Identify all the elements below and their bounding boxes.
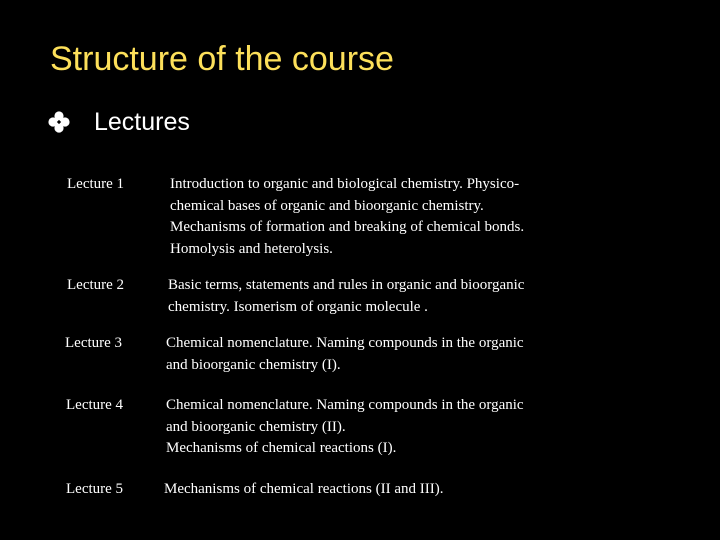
- lecture-label: Lecture 1: [67, 176, 125, 192]
- lecture-description: Chemical nomenclature. Naming compounds in the organic and bioorganic chemistry (II). Mechanisms of chemical reactions (I).: [166, 397, 524, 456]
- lecture-label: Lecture 4: [66, 397, 124, 413]
- lecture-row-5: [66, 479, 666, 501]
- lecture-row-2: [67, 275, 667, 319]
- lecture-row-3: [65, 333, 665, 377]
- lecture-description: Chemical nomenclature. Naming compounds in the organic and bioorganic chemistry (I).: [166, 335, 524, 373]
- diamond-clover-bullet-icon: [48, 111, 70, 133]
- lecture-row-1: [67, 174, 667, 262]
- lecture-description: Basic terms, statements and rules in organic and bioorganic chemistry. Isomerism of organic molecule .: [168, 277, 525, 315]
- lecture-label: Lecture 2: [67, 277, 125, 293]
- lecture-row-4: [66, 395, 666, 461]
- section-label: Lectures: [94, 107, 190, 136]
- section-heading: [48, 106, 190, 138]
- lecture-description: Mechanisms of chemical reactions (II and III).: [164, 481, 444, 497]
- lecture-description: Introduction to organic and biological chemistry. Physico- chemical bases of organic and bioorganic chemistry. Mechanisms of formation and breaking of chemical bonds. Homolysis and heterolysis.: [170, 176, 525, 257]
- lecture-label: Lecture 5: [66, 481, 124, 497]
- slide-title: Structure of the course: [50, 40, 394, 78]
- lecture-label: Lecture 3: [65, 335, 123, 351]
